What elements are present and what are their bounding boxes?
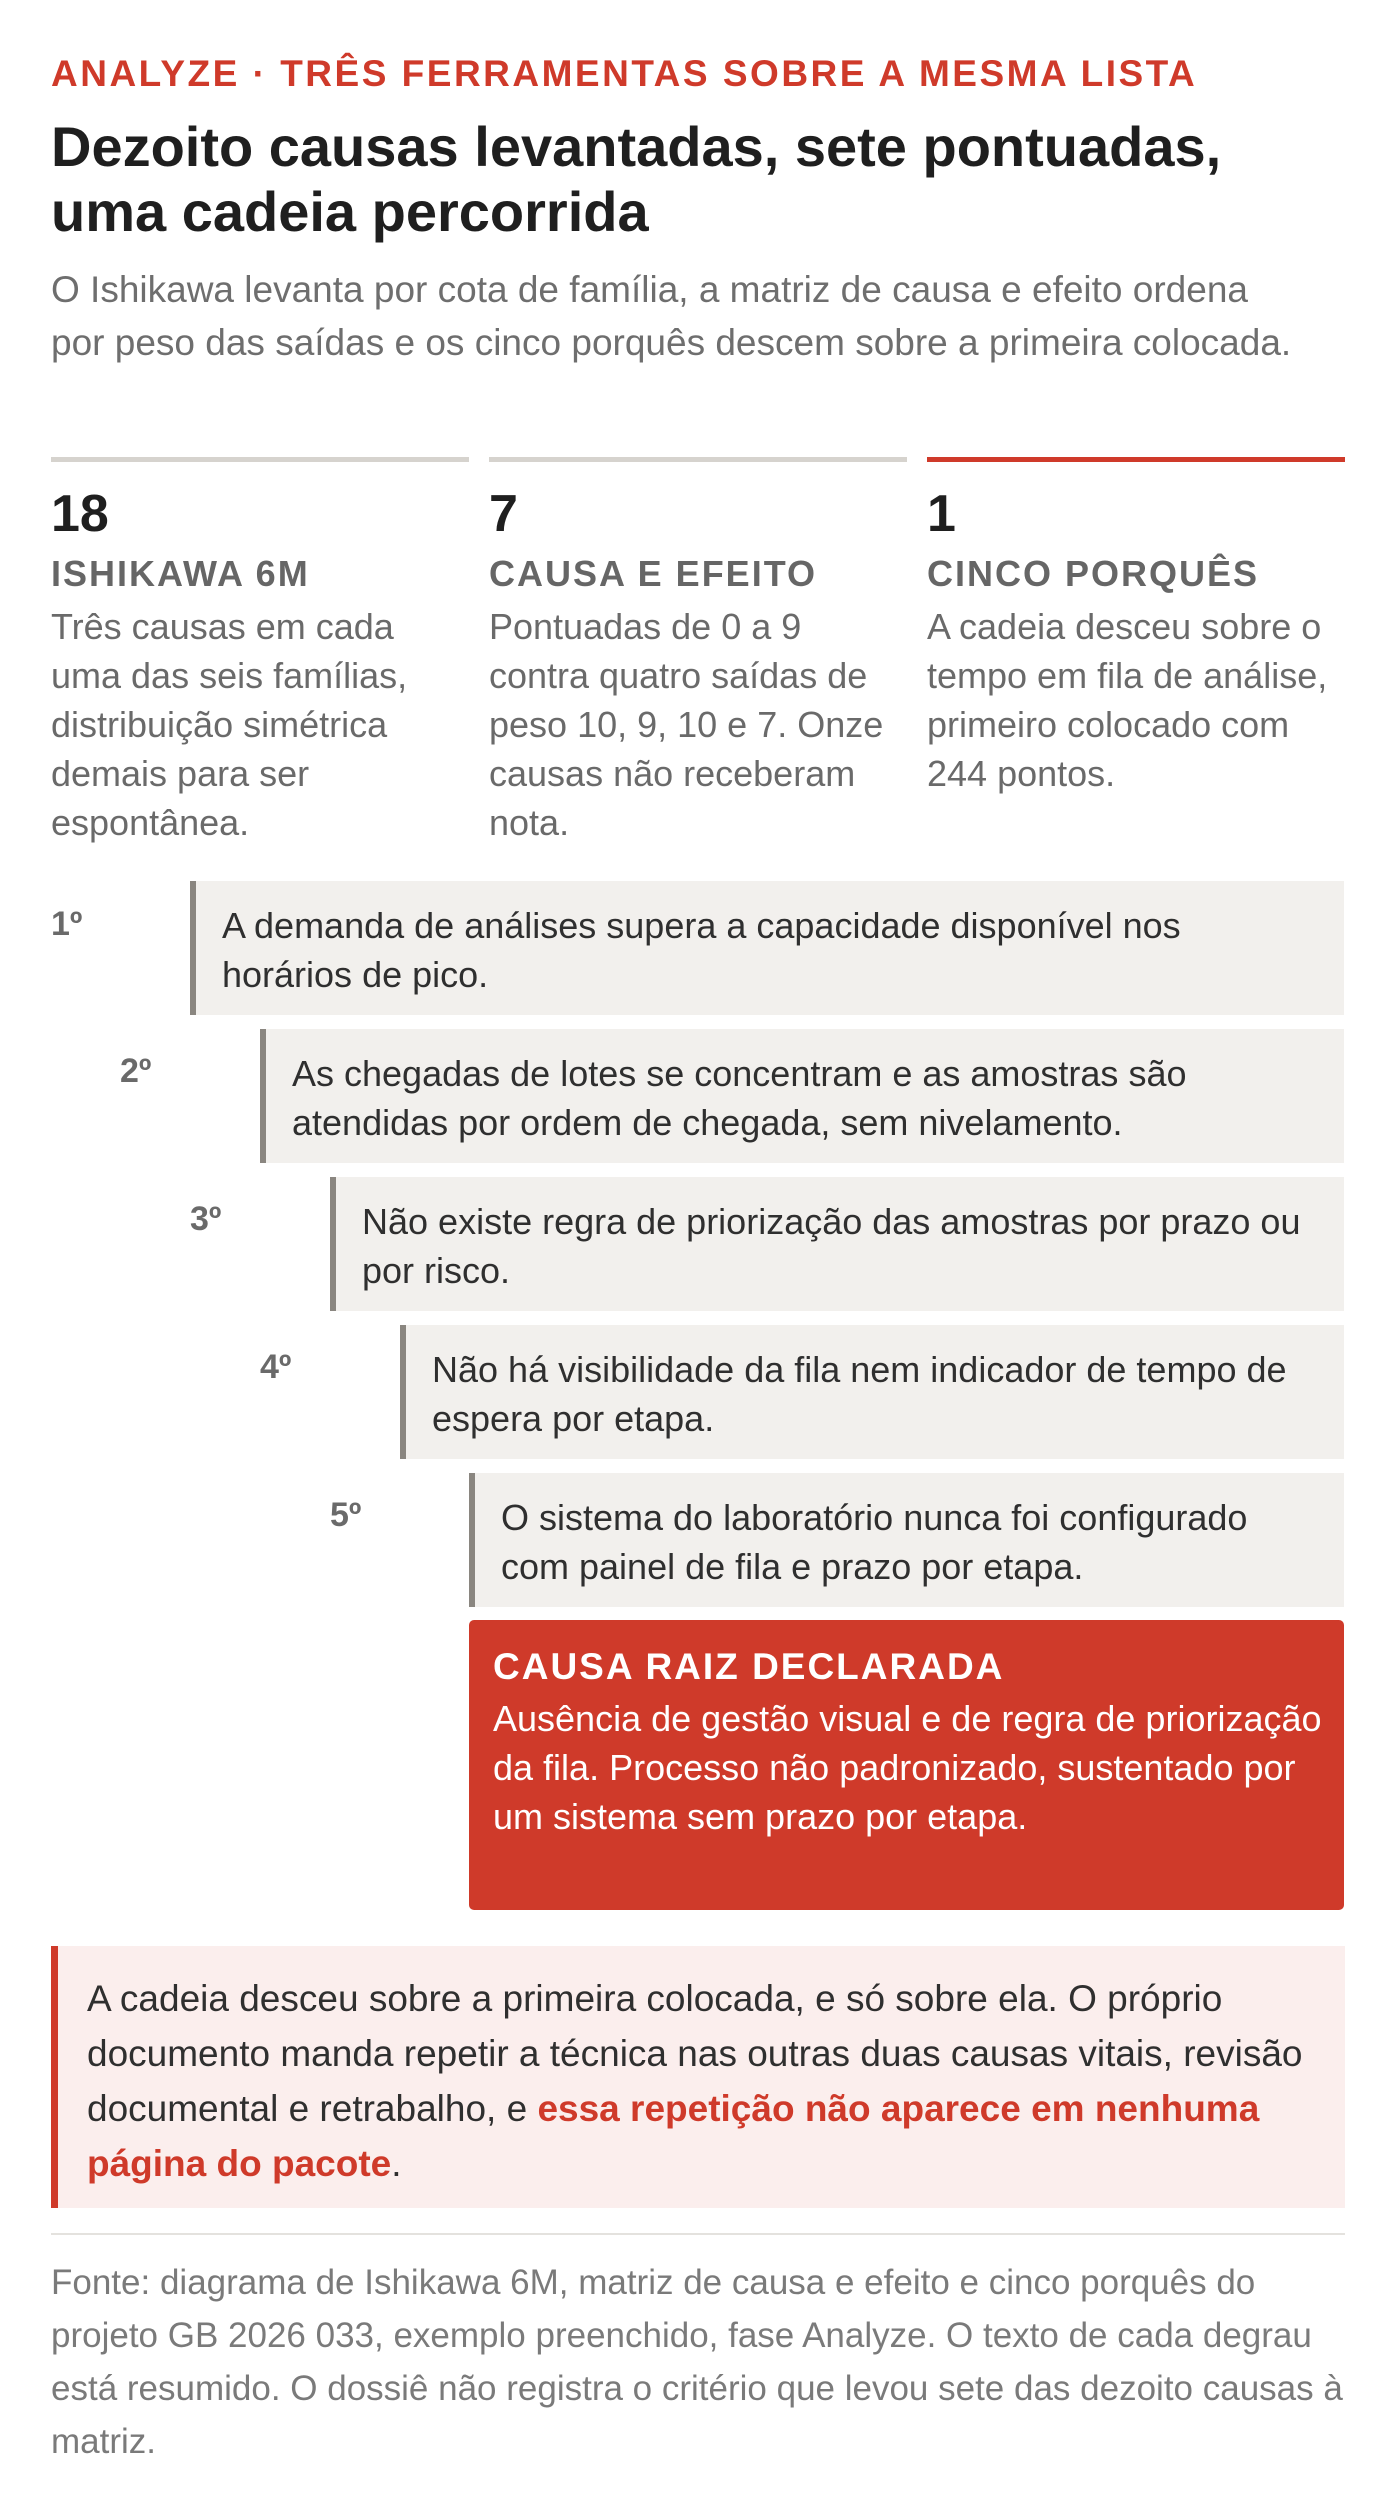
stat-label: CAUSA E EFEITO — [489, 553, 818, 594]
why-step-5: O sistema do laboratório nunca foi configurado com painel de fila e prazo por etapa. — [469, 1473, 1344, 1607]
stat-label: ISHIKAWA 6M — [51, 553, 310, 594]
why-step-1: A demanda de análises supera a capacidade disponível nos horários de pico. — [190, 881, 1344, 1015]
section-kicker: ANALYZE · TRÊS FERRAMENTAS SOBRE A MESMA LISTA — [51, 53, 1198, 94]
stat-description: Pontuadas de 0 a 9 contra quatro saídas de peso 10, 9, 10 e 7. Onze causas não receberam nota. — [489, 606, 884, 843]
stat-number: 1 — [927, 485, 956, 543]
stat-number: 7 — [489, 485, 518, 543]
stat-rule-active — [927, 457, 1345, 462]
page-title: Dezoito causas levantadas, sete pontuadas, uma cadeia percorrida — [51, 115, 1222, 243]
step-rank: 5º — [330, 1496, 362, 1534]
stats-row — [51, 457, 1345, 847]
stat-number: 18 — [51, 485, 109, 543]
stat-label: CINCO PORQUÊS — [927, 553, 1260, 594]
stat-five-whys — [927, 457, 1345, 847]
root-cause-title: CAUSA RAIZ DECLARADA — [493, 1646, 1005, 1687]
step-rank: 2º — [120, 1052, 152, 1090]
root-cause-card — [469, 1620, 1344, 1910]
source-note: Fonte: diagrama de Ishikawa 6M, matriz de causa e efeito e cinco porquês do projeto GB 2026 033, exemplo preenchido, fase Analyze. O texto de cada degrau está resumido. O dossiê não registra o critério que levou sete das dezoito causas à matriz. — [51, 2263, 1343, 2461]
why-step-3: Não existe regra de priorização das amostras por prazo ou por risco. — [330, 1177, 1344, 1311]
stat-ishikawa — [51, 457, 469, 847]
stat-description: Três causas em cada uma das seis famílias, distribuição simétrica demais para ser espontânea. — [51, 606, 408, 843]
note-highlight: essa repetição não aparece em nenhuma página do pacote — [87, 2088, 1260, 2184]
source-divider — [51, 2233, 1345, 2235]
callout-note — [51, 1946, 1345, 2208]
note-text-end: . — [391, 2143, 402, 2184]
step-rank: 4º — [260, 1348, 292, 1386]
stat-rule — [489, 457, 907, 462]
lead-paragraph: O Ishikawa levanta por cota de família, a matriz de causa e efeito ordena por peso das saídas e os cinco porquês descem sobre a primeira colocada. — [51, 269, 1292, 363]
root-cause-text: Ausência de gestão visual e de regra de priorização da fila. Processo não padronizado, sustentado por um sistema sem prazo por etapa. — [493, 1698, 1322, 1837]
why-step-2: As chegadas de lotes se concentram e as amostras são atendidas por ordem de chegada, sem nivelamento. — [260, 1029, 1344, 1163]
note-text: A cadeia desceu sobre a primeira colocada, e só sobre ela. O próprio documento manda repetir a técnica nas outras duas causas vitais, revisão documental e retrabalho, e — [87, 1978, 1303, 2129]
step-rank: 3º — [190, 1200, 222, 1238]
stat-description: A cadeia desceu sobre o tempo em fila de análise, primeiro colocado com 244 pontos. — [927, 606, 1328, 794]
stat-cause-effect — [489, 457, 907, 847]
stat-rule — [51, 457, 469, 462]
why-step-4: Não há visibilidade da fila nem indicador de tempo de espera por etapa. — [400, 1325, 1344, 1459]
step-rank: 1º — [51, 905, 83, 943]
